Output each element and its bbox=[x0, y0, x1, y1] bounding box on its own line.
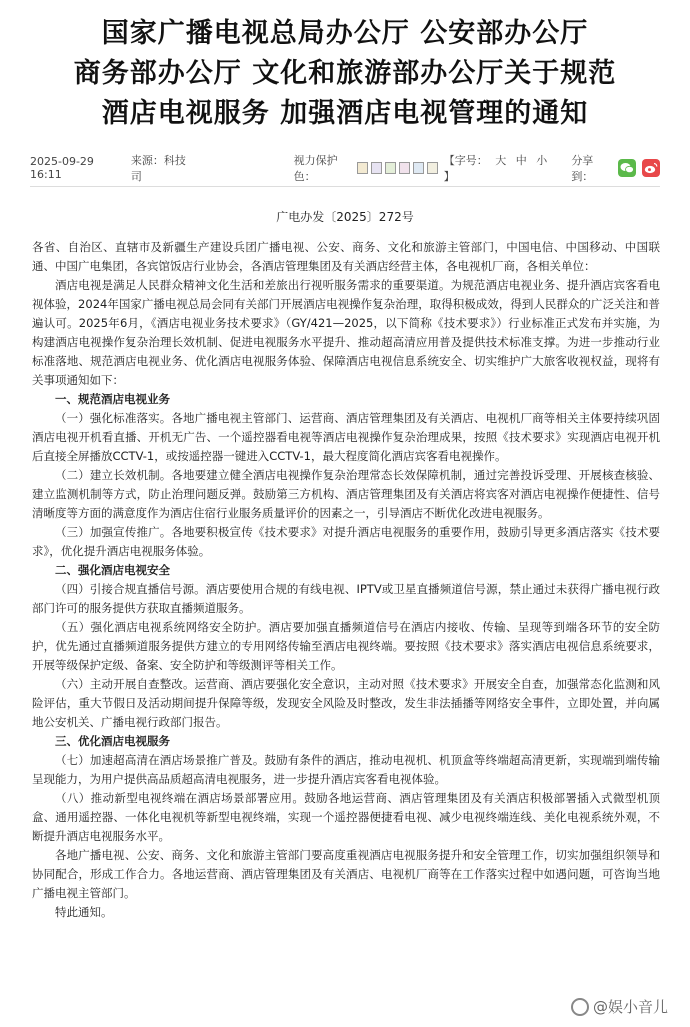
weibo-watermark-icon bbox=[571, 998, 589, 1016]
section-heading-1: 一、规范酒店电视业务 bbox=[55, 392, 170, 406]
color-swatch[interactable] bbox=[385, 162, 396, 174]
paragraph-2: （二）建立长效机制。各地要建立健全酒店电视操作复杂治理常态长效保障机制，通过完善投诉受理、开展核查核验、建立监测机制等方式，防止治理问题反弹。鼓励第三方机构、酒店管理集团及有关酒店将宾客对酒店电视操作便捷性、信号清晰度等方面的满意度作为酒店住宿行业服务质量评价的因素之一，引导酒店不断优化改进电视服务。 bbox=[32, 468, 660, 520]
paragraph-9: 各地广播电视、公安、商务、文化和旅游主管部门要高度重视酒店电视服务提升和安全管理工作，切实加强组织领导和协同配合，形成工作合力。各地运营商、酒店管理集团及有关酒店、电视机厂商等在工作落实过程中如遇问题，可咨询当地广播电视主管部门。 bbox=[32, 848, 660, 900]
title-line-3: 酒店电视服务 加强酒店电视管理的通知 bbox=[101, 98, 589, 129]
vision-protect-label: 视力保护色： bbox=[293, 154, 338, 183]
source-label: 来源：科技司 bbox=[130, 154, 186, 183]
paragraph-8: （八）推动新型电视终端在酒店场景部署应用。鼓励各地运营商、酒店管理集团及有关酒店积极部署插入式微型机顶盒、通用遥控器、一体化电视机等新型电视终端，实现一个遥控器便捷看电视、减少电视终端连线、美化电视系统外观，不断提升酒店电视服务水平。 bbox=[32, 791, 660, 843]
paragraph-4: （四）引接合规直播信号源。酒店要使用合规的有线电视、IPTV或卫星直播频道信号源，禁止通过未获得广播电视行政部门许可的服务提供方获取直播频道服务。 bbox=[32, 582, 660, 615]
font-medium-button[interactable]: 中 bbox=[515, 154, 527, 167]
watermark bbox=[571, 996, 668, 1017]
document-number: 广电办发〔2025〕272号 bbox=[276, 210, 414, 224]
closing-line: 特此通知。 bbox=[55, 905, 113, 919]
font-size-switch bbox=[444, 152, 564, 184]
wechat-icon[interactable] bbox=[618, 159, 636, 177]
header-divider bbox=[30, 186, 660, 187]
paragraph-6: （六）主动开展自查整改。运营商、酒店要强化安全意识，主动对照《技术要求》开展安全自查，加强常态化监测和风险评估，重大节假日及活动期间提升保障等级，发现安全风险及时整改，发生非法插播等网络安全事件，立即处置，并向属地公安机关、广播电视行政部门报告。 bbox=[32, 677, 660, 729]
font-size-label: 【字号： bbox=[443, 154, 488, 167]
color-swatch[interactable] bbox=[357, 162, 368, 174]
color-swatch[interactable] bbox=[371, 162, 382, 174]
document-body bbox=[32, 238, 660, 922]
color-swatch[interactable] bbox=[427, 162, 438, 174]
font-large-button[interactable]: 大 bbox=[495, 154, 507, 167]
meta-bar bbox=[30, 154, 660, 183]
title-line-2: 商务部办公厅 文化和旅游部办公厅关于规范 bbox=[73, 58, 617, 89]
paragraph-1: （一）强化标准落实。各地广播电视主管部门、运营商、酒店管理集团及有关酒店、电视机厂商等相关主体要持续巩固酒店电视开机看直播、开机无广告、一个遥控器看电视等酒店电视操作复杂治理成果，按照《技术要求》实现酒店电视开机后直接全屏播放CCTV-1，或按遥控器一键进入CCTV-1，最大程度简化酒店宾客看电视操作。 bbox=[32, 411, 660, 463]
font-small-button[interactable]: 小 bbox=[536, 154, 548, 167]
watermark-text: @娱小音儿 bbox=[592, 998, 668, 1016]
title-line-1: 国家广播电视总局办公厅 公安部办公厅 bbox=[101, 18, 589, 49]
paragraph-7: （七）加速超高清在酒店场景推广普及。鼓励有条件的酒店，推动电视机、机顶盒等终端超高清更新，实现端到端传输呈现能力，为用户提供高品质超高清电视服务，进一步提升酒店宾客看电视体验。 bbox=[32, 753, 660, 786]
paragraph-3: （三）加强宣传推广。各地要积极宣传《技术要求》对提升酒店电视服务的重要作用，鼓励引导更多酒店落实《技术要求》，优化提升酒店电视服务体验。 bbox=[32, 525, 660, 558]
vision-color-swatches bbox=[357, 162, 438, 174]
publish-datetime: 2025-09-29 16:11 bbox=[30, 155, 94, 181]
page-title bbox=[0, 14, 690, 134]
color-swatch[interactable] bbox=[413, 162, 424, 174]
font-size-close: 】 bbox=[443, 170, 455, 183]
paragraph-intro: 酒店电视是满足人民群众精神文化生活和差旅出行视听服务需求的重要渠道。为规范酒店电视业务、提升酒店宾客看电视体验，2024年国家广播电视总局会同有关部门开展酒店电视操作复杂治理，取得积极成效，得到人民群众的广泛关注和普遍认可。2025年6月，《酒店电视业务技术要求》（GY/421—2025，以下简称《技术要求》）行业标准正式发布并实施，为构建酒店电视操作复杂治理长效机制、促进电视服务水平提升、推动超高清应用普及提供技术标准支撑。为进一步推动行业标准落地、规范酒店电视业务、优化酒店电视服务体验、保障酒店电视信息系统安全、切实维护广大旅客收视权益，现将有关事项通知如下： bbox=[32, 278, 660, 387]
paragraph-5: （五）强化酒店电视系统网络安全防护。酒店要加强直播频道信号在酒店内接收、传输、呈现等到端各环节的安全防护，优先通过直播频道服务提供方建立的专用网络传输至酒店电视终端。要按照《技术要求》落实酒店电视信息系统要求，开展等级保护定级、备案、安全防护和等级测评等相关工作。 bbox=[32, 620, 660, 672]
share-label: 分享到： bbox=[571, 154, 594, 183]
section-heading-2: 二、强化酒店电视安全 bbox=[55, 563, 170, 577]
section-heading-3: 三、优化酒店电视服务 bbox=[55, 734, 170, 748]
recipients: 各省、自治区、直辖市及新疆生产建设兵团广播电视、公安、商务、文化和旅游主管部门，中国电信、中国移动、中国联通、中国广电集团，各宾馆饭店行业协会，各酒店管理集团及有关酒店经营主体，各电视机厂商，各相关单位： bbox=[32, 240, 660, 273]
weibo-icon[interactable] bbox=[642, 159, 660, 177]
color-swatch[interactable] bbox=[399, 162, 410, 174]
